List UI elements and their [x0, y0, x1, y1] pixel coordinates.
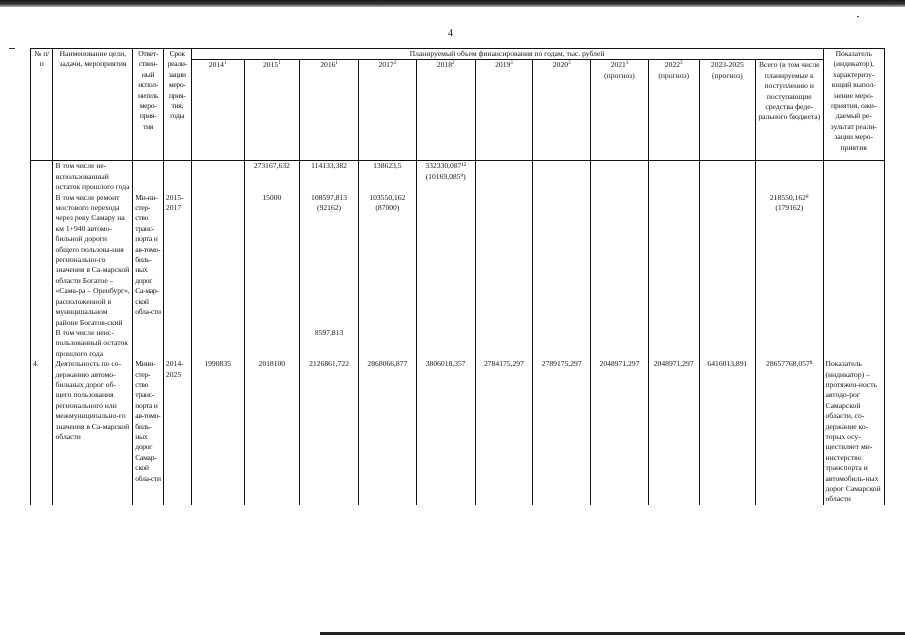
cell-value: 114133,382: [299, 161, 358, 193]
cell-name: Деятельность по со-держанию автомо-бильных дорог об-щего пользования регионального или межмуниципально-го значения в Са-марской области: [53, 359, 133, 505]
cell-value: [191, 328, 244, 359]
cell-term: [163, 328, 191, 359]
cell-value: 2789175,297: [533, 359, 591, 505]
cell-value: [533, 161, 591, 193]
cell-name: В том числе ремонт мостового перехода через реку Самару на км 1+940 автомо-бильной дороги общего пользова-ния регионально-го значения в Са-марской области Богатое – «Сама-ра – Оренбург», расположенной в муниципальном районе Богатов-ский: [53, 193, 133, 328]
cell-total: [755, 161, 823, 193]
col-header-responsible: Ответ-ствен-ный испол-нитель меро-прия-тия: [133, 49, 164, 161]
cell-value: 2018100: [244, 359, 299, 505]
cell-value: [244, 328, 299, 359]
cell-term: [163, 161, 191, 193]
cell-responsible: [133, 328, 164, 359]
cell-value: [475, 328, 532, 359]
cell-value: 1990835: [191, 359, 244, 505]
cell-value: [648, 328, 699, 359]
col-header-num: № п/п: [31, 49, 53, 161]
cell-num: 4.: [31, 359, 53, 505]
col-header-indicator: Показатель (индикатор), характеризу-ющий выпол-нение меро-приятия, ожи-даемый ре-зультат реали-зации меро-приятия: [823, 49, 885, 161]
cell-indicator: [823, 193, 885, 328]
col-header-year: 2023-2025 (прогноз): [699, 60, 755, 161]
cell-value: [591, 161, 648, 193]
cell-responsible: [133, 161, 164, 193]
cell-indicator: Показатель (индикатор) – протяжен-ность автодо-рог Самарской области, со-держание ко-торых осу-ществляет ми-нистерство транспорта и автомобиль-ных дорог Самарской области: [823, 359, 885, 505]
cell-value: [416, 328, 475, 359]
cell-value: [475, 193, 532, 328]
col-header-year: 2015$^1$: [244, 60, 299, 161]
cell-value: [533, 328, 591, 359]
col-header-year: 2022$^3$ (прогноз): [648, 60, 699, 161]
cell-value: [699, 193, 755, 328]
col-header-year: 2016$^1$: [299, 60, 358, 161]
cell-indicator: [823, 161, 885, 193]
cell-value: 2784175,297: [475, 359, 532, 505]
col-header-year: 2019$^3$: [475, 60, 532, 161]
cell-value: 6416013,891: [699, 359, 755, 505]
col-header-year: 2020$^3$: [533, 60, 591, 161]
scan-mark: [857, 16, 859, 17]
cell-term: 2014-2025: [163, 359, 191, 505]
cell-name: В том числе не-использованный остаток прошлого года: [53, 161, 133, 193]
col-header-total: Всего (в том числе планируемые к поступлению и поступающие средства феде-рального бюджета): [755, 60, 823, 161]
cell-indicator: [823, 328, 885, 359]
page-number: 4: [448, 28, 453, 39]
cell-total: 218550,162⁸ (179162): [755, 193, 823, 328]
cell-num: [31, 328, 53, 359]
col-header-term: Срок реали-зации меро-прия-тия, годы: [163, 49, 191, 161]
cell-term: 2015-2017: [163, 193, 191, 328]
col-header-year: 2021$^3$ (прогноз): [591, 60, 648, 161]
col-header-year: 2018$^2$: [416, 60, 475, 161]
scan-bottom-edge: [320, 632, 905, 635]
cell-value: 2048971,297: [648, 359, 699, 505]
cell-value: 15000: [244, 193, 299, 328]
cell-value: 138623,5: [359, 161, 416, 193]
cell-value: 332330,087¹² (10169,085⁹): [416, 161, 475, 193]
cell-num: [31, 193, 53, 328]
cell-value: [475, 161, 532, 193]
cell-responsible: Ми-ни-стер-ство транс-порта и ав-томо-биль-ных дорог Са-мар-ской обла-сти: [133, 193, 164, 328]
cell-value: [591, 328, 648, 359]
cell-value: [191, 161, 244, 193]
cell-value: [416, 193, 475, 328]
cell-value: 2126861,722: [299, 359, 358, 505]
col-header-name: Наименование цели, задачи, мероприятия: [53, 49, 133, 161]
cell-value: [359, 328, 416, 359]
cell-responsible: Мини-стер-ство транс-порта и ав-томо-биль-ных дорог Самар-ской обла-сти: [133, 359, 164, 505]
cell-total: [755, 328, 823, 359]
table-body: [31, 161, 885, 505]
col-header-funding: Планируемый объем финансирования по годам, тыс. рублей: [191, 49, 823, 60]
cell-value: [191, 193, 244, 328]
scan-mark-left: [9, 48, 15, 49]
cell-value: [699, 161, 755, 193]
col-header-year: 2017$^2$: [359, 60, 416, 161]
cell-value: 273167,632: [244, 161, 299, 193]
cell-value: 8597,813: [299, 328, 358, 359]
cell-value: 108597,813 (92162): [299, 193, 358, 328]
cell-value: 2048971,297: [591, 359, 648, 505]
cell-num: [31, 161, 53, 193]
table-row: [31, 328, 885, 359]
cell-value: [699, 328, 755, 359]
cell-value: 103550,162 (87000): [359, 193, 416, 328]
cell-total: 28657768,057⁸: [755, 359, 823, 505]
cell-value: [533, 193, 591, 328]
col-header-year: 2014$^1$: [191, 60, 244, 161]
financing-table: [30, 48, 885, 505]
table-row: [31, 161, 885, 193]
table-row: [31, 359, 885, 505]
cell-value: 2868066,877: [359, 359, 416, 505]
table-row: [31, 193, 885, 328]
cell-value: [648, 193, 699, 328]
cell-value: [648, 161, 699, 193]
cell-name: В том числе неис-пользованный остаток прошлого года: [53, 328, 133, 359]
cell-value: 3806018,357: [416, 359, 475, 505]
scan-top-edge: [0, 0, 905, 7]
cell-value: [591, 193, 648, 328]
